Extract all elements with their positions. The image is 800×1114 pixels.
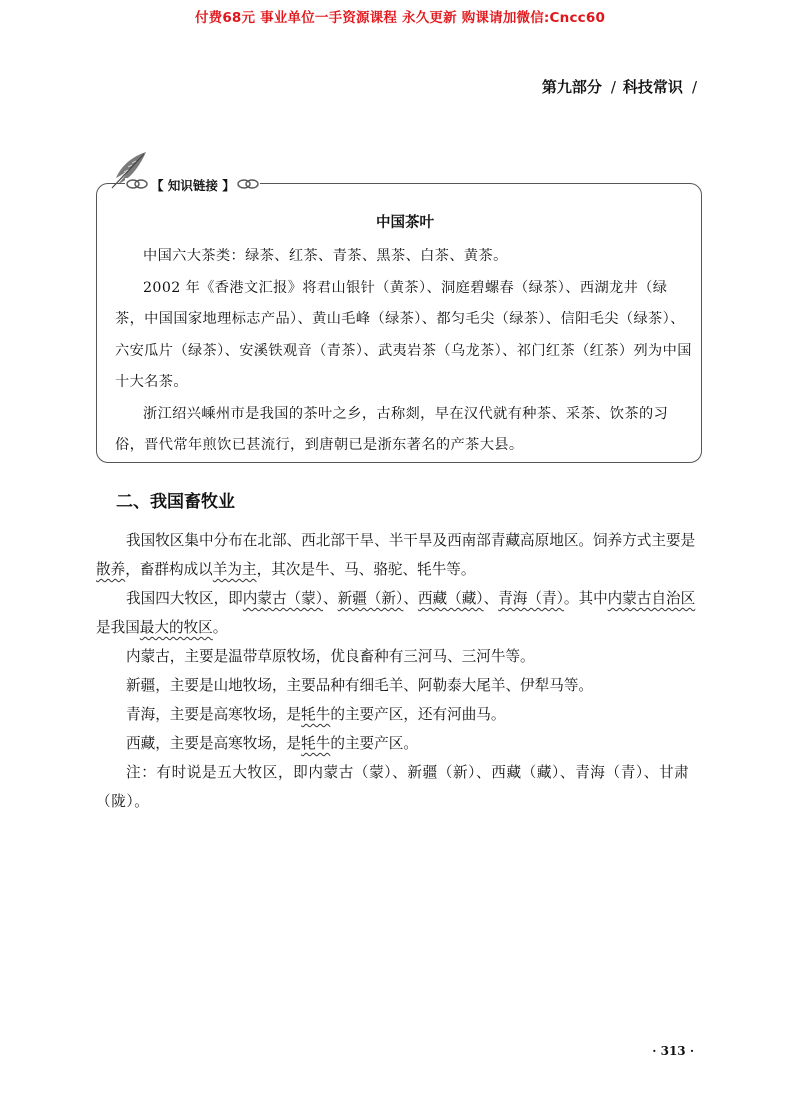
note-paragraph: 注：有时说是五大牧区，即内蒙古（蒙）、新疆（新）、西藏（藏）、青海（青）、甘肃（陇）。 [96,764,690,810]
emphasis-text: 牦牛 [301,735,331,752]
knowledge-box-title: 中国茶叶 [376,215,434,231]
running-head-part: 第九部分 [541,78,602,96]
running-head-title: 科技常识 [622,78,683,96]
emphasis-text: 散养 [96,561,126,578]
emphasis-text: 羊为主 [212,561,257,578]
body-paragraph: 我国四大牧区，即内蒙古（蒙）、新疆（新）、西藏（藏）、青海（青）。其中内蒙古自治区是我国最大的牧区。 [96,590,696,636]
knowledge-paragraph: 2002 年《香港文汇报》将君山银针（黄茶）、洞庭碧螺春（绿茶）、西湖龙井（绿茶，中国国家地理标志产品）、黄山毛峰（绿茶）、都匀毛尖（绿茶）、信阳毛尖（绿茶）、六安瓜片（绿茶）、安溪铁观音（青茶）、武夷岩茶（乌龙茶）、祁门红茶（红茶）列为中国十大名茶。 [115,279,692,390]
emphasis-text: 牦牛 [301,706,331,723]
chain-link-icon [125,178,149,190]
body-paragraph: 西藏，主要是高寒牧场，是牦牛的主要产区。 [126,735,418,752]
knowledge-paragraph: 中国六大茶类：绿茶、红茶、青茶、黑茶、白茶、黄茶。 [143,248,508,264]
body-paragraph: 青海，主要是高寒牧场，是牦牛的主要产区，还有河曲马。 [126,706,506,723]
emphasis-text: 西藏（藏） [417,590,484,607]
body-paragraph: 我国牧区集中分布在北部、西北部干旱、半干旱及西南部青藏高原地区。饲养方式主要是散养，畜群构成以羊为主，其次是牛、马、骆驼、牦牛等。 [96,532,696,578]
page-number: · 313 · [652,1044,694,1058]
emphasis-text: 内蒙古自治区 [607,590,696,607]
knowledge-box-content [115,211,695,462]
emphasis-text: 新疆（新） [337,590,404,607]
chain-link-icon [236,178,260,190]
emphasis-text: 最大的牧区 [139,619,213,636]
section-body [96,526,706,816]
body-paragraph: 新疆，主要是山地牧场，主要品种有细毛羊、阿勒泰大尾羊、伊犁马等。 [126,677,594,694]
emphasis-text: 内蒙古（蒙） [242,590,324,607]
knowledge-paragraph: 浙江绍兴嵊州市是我国的茶叶之乡，古称剡，早在汉代就有种茶、采茶、饮茶的习俗，晋代常年煎饮已甚流行，到唐朝已是浙东著名的产茶大县。 [115,405,669,453]
watermark-banner: 付费68元 事业单位一手资源课程 永久更新 购课请加微信:Cncc60 [194,10,606,26]
running-head: 第九部分 / 科技常识 / [541,78,697,96]
emphasis-text: 青海（青） [498,590,564,607]
body-paragraph: 内蒙古，主要是温带草原牧场，优良畜种有三河马、三河牛等。 [126,648,535,665]
knowledge-link-label: 【 知识链接 】 [151,178,235,193]
section-heading: 二、我国畜牧业 [116,492,235,512]
